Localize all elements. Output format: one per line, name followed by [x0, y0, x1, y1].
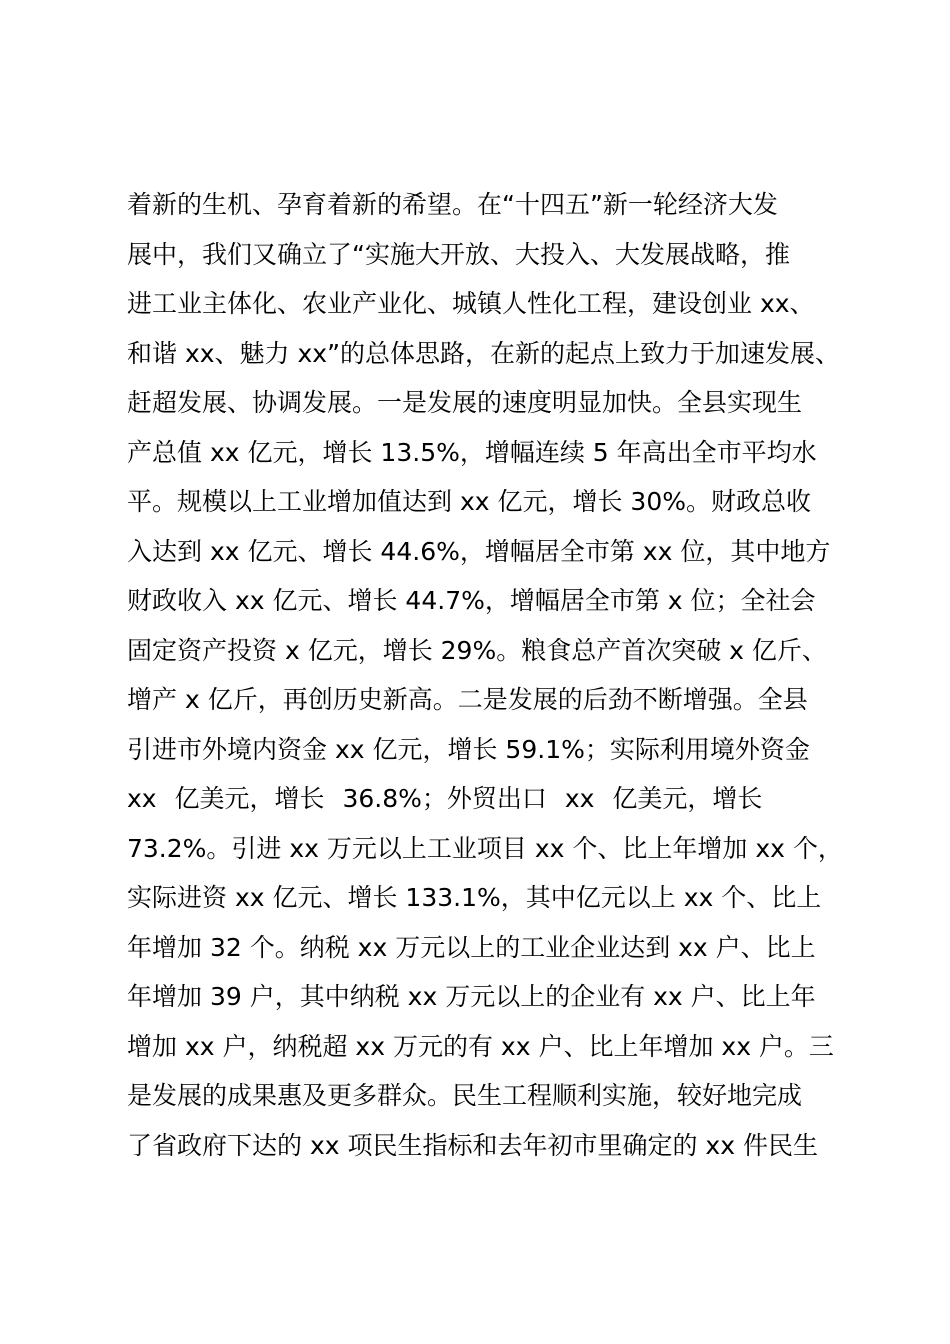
text-line: 入达到 xx 亿元、增长 44.6%，增幅居全市第 xx 位，其中地方 — [127, 536, 831, 566]
text-line: 实际进资 xx 亿元、增长 133.1%，其中亿元以上 xx 个、比上 — [127, 883, 822, 912]
body-paragraph — [127, 180, 847, 1170]
text-line: 了省政府下达的 xx 项民生指标和去年初市里确定的 xx 件民生 — [127, 1130, 818, 1160]
text-line: 赶超发展、协调发展。一是发展的速度明显加快。全县实现生 — [127, 388, 803, 417]
text-line: 平。规模以上工业增加值达到 xx 亿元，增长 30%。财政总收 — [127, 487, 811, 516]
text-line: 年增加 32 个。纳税 xx 万元以上的工业企业达到 xx 户、比上 — [127, 932, 816, 962]
text-line: 增产 x 亿斤，再创历史新高。二是发展的后劲不断增强。全县 — [127, 685, 808, 714]
text-line: 是发展的成果惠及更多群众。民生工程顺利实施，较好地完成 — [127, 1081, 803, 1110]
text-line: 增加 xx 户，纳税超 xx 万元的有 xx 户、比上年增加 xx 户。三 — [127, 1031, 834, 1061]
text-line: 年增加 39 户，其中纳税 xx 万元以上的企业有 xx 户、比上年 — [127, 982, 816, 1011]
text-line: 73.2%。引进 xx 万元以上工业项目 xx 个、比上年增加 xx 个， — [127, 833, 843, 863]
text-line: 财政收入 xx 亿元、增长 44.7%，增幅居全市第 x 位；全社会 — [127, 586, 816, 615]
text-line: 和谐 xx、魅力 xx”的总体思路，在新的起点上致力于加速发展、 — [127, 338, 841, 368]
text-line: xx 亿美元，增长 36.8%；外贸出口 xx 亿美元，增长 — [127, 784, 763, 813]
text-line: 引进市外境内资金 xx 亿元，增长 59.1%；实际利用境外资金 — [127, 734, 810, 764]
text-line: 固定资产投资 x 亿元，增长 29%。粮食总产首次突破 x 亿斤、 — [127, 635, 827, 665]
text-line: 展中，我们又确立了“实施大开放、大投入、大发展战略，推 — [127, 239, 790, 269]
text-line: 产总值 xx 亿元，增长 13.5%，增幅连续 5 年高出全市平均水 — [127, 437, 817, 467]
text-line: 进工业主体化、农业产业化、城镇人性化工程，建设创业 xx、 — [127, 289, 815, 318]
text-line: 着新的生机、孕育着新的希望。在“十四五”新一轮经济大发 — [127, 190, 778, 219]
